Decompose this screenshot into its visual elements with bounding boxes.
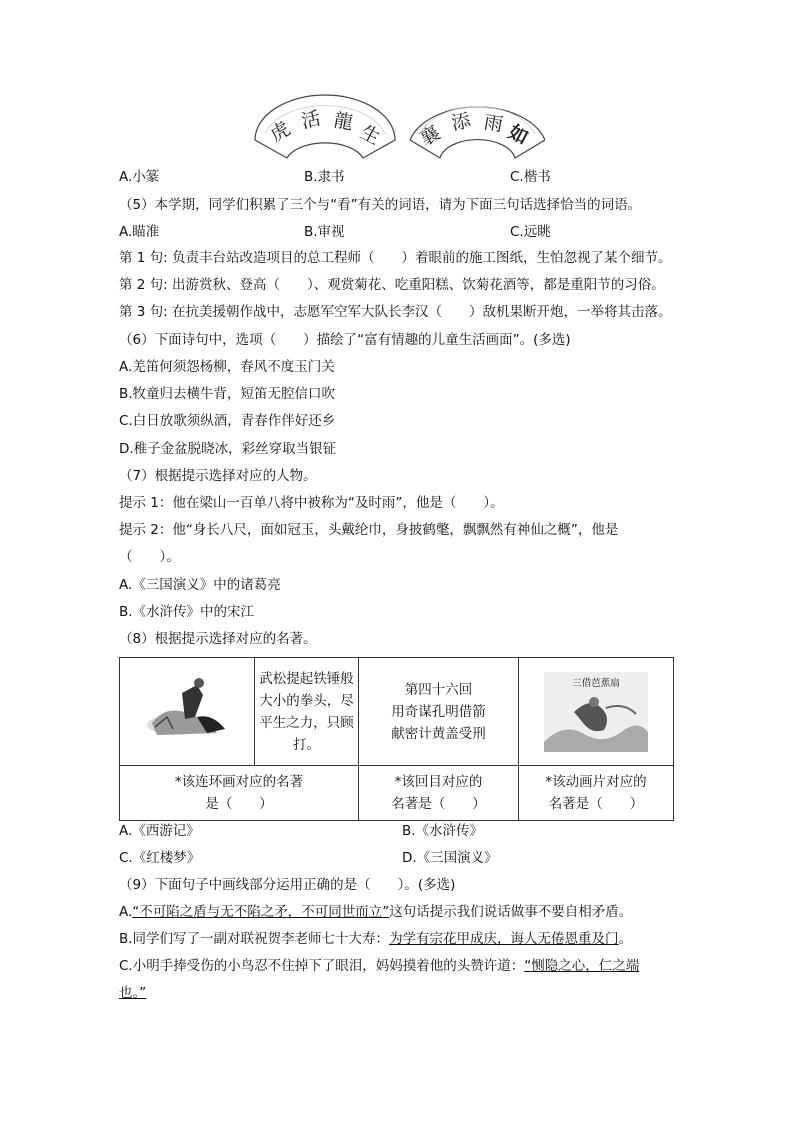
q5-sentence-3: 第 3 句: 在抗美援朝作战中，志愿军空军大队长李汉（ ）敌机果断开炮，一举将其击落。 [119, 304, 672, 320]
fan1-char-1: 虎 [266, 117, 294, 147]
q9-option-c-underlined: “恻隐之心，仁之端 [524, 958, 640, 974]
animation-title: 三借芭蕉扇 [572, 677, 620, 689]
q9-stem: （9）下面句子中画线部分运用正确的是（ ）。(多选) [119, 877, 456, 893]
q6-option-a[interactable]: A.羌笛何须怨杨柳，春风不度玉门关 [119, 359, 335, 375]
q7-hint-2: 提示 2：他“身长八尺，面如冠玉，头戴纶巾，身披鹤氅，飘飘然有神仙之概”，他是 [119, 522, 619, 538]
q7-hint-1: 提示 1：他在梁山一百单八将中被称为“及时雨”，他是（ ）。 [119, 495, 504, 511]
comic-caption-cell [120, 766, 359, 821]
chapter-caption-cell [359, 766, 519, 821]
fan2-char-1: 襄 [416, 121, 444, 151]
q8-option-a[interactable]: A.《西游记》 [119, 823, 200, 839]
q5-stem: （5）本学期，同学们积累了三个与“看”有关的词语，请为下面三句话选择恰当的词语。 [119, 197, 642, 213]
fan2-char-4: 如 [504, 120, 532, 150]
comic-text-line-2: 大小的拳头，尽 [259, 692, 354, 709]
chapter-caption-line-2: 名著是（ ） [391, 796, 486, 812]
fan-right [410, 107, 545, 158]
q8-option-c[interactable]: C.《红楼梦》 [119, 850, 201, 866]
q4-option-c[interactable]: C.楷书 [510, 169, 551, 185]
comic-text-cell [255, 658, 359, 766]
calligraphy-fans-image [245, 92, 545, 162]
q5-sentence-1: 第 1 句: 负责丰台站改造项目的总工程师（ ）着眼前的施工图纸，生怕忽视了某个细节。 [119, 250, 672, 266]
comic-text-line-4: 打。 [293, 736, 320, 753]
fan2-char-3: 雨 [482, 111, 505, 137]
q4-option-a[interactable]: A.小篆 [119, 169, 160, 185]
wusong-tiger-comic-image [137, 673, 237, 743]
q9-option-b-underlined: 为学有宗花甲成庆，诲人无倦恩重及门 [389, 931, 619, 947]
fan-left [255, 95, 395, 158]
comic-caption-line-2: 是（ ） [205, 796, 273, 812]
comic-text-line-3: 平生之力，只顾 [259, 714, 354, 731]
chapter-title-line-1: 第四十六回 [404, 681, 473, 698]
q6-option-c[interactable]: C.白日放歌须纵酒，青春作伴好还乡 [119, 413, 336, 429]
q9-option-b[interactable] [119, 930, 632, 948]
fan1-char-3: 龍 [332, 109, 355, 135]
q8-stem: （8）根据提示选择对应的名著。 [119, 631, 317, 647]
comic-caption-line-1: *该连环画对应的名著 [174, 774, 304, 790]
comic-image-cell [120, 658, 255, 766]
q9-option-b-suffix: 。 [618, 931, 633, 947]
q5-sentence-2: 第 2 句: 出游赏秋、登高（ ）、观赏菊花、吃重阳糕、饮菊花酒等，都是重阳节的习俗。 [119, 277, 665, 293]
q9-option-a-suffix: 这句话提示我们说话做事不要自相矛盾。 [389, 904, 633, 920]
q7-option-b[interactable]: B.《水浒传》中的宋江 [119, 604, 255, 620]
q9-option-c-underlined-cont: 也。” [119, 985, 147, 1001]
animation-caption-cell [519, 766, 674, 821]
q7-hint-2-blank: （ ）。 [119, 549, 180, 565]
q6-stem: （6）下面诗句中，选项（ ）描绘了“富有情趣的儿童生活画面”。(多选) [119, 332, 571, 348]
q6-option-d[interactable]: D.稚子金盆脱晓冰，彩丝穿取当银钲 [119, 441, 337, 457]
animation-image-cell [519, 658, 674, 766]
chapter-caption-line-1: *该回目对应的 [394, 774, 483, 790]
chapter-title-line-2: 用奇谋孔明借箭 [391, 703, 486, 720]
q9-option-c-cont [119, 984, 146, 1002]
q9-option-b-prefix: B.同学们写了一副对联祝贺李老师七十大寿： [119, 931, 390, 947]
q9-option-c[interactable] [119, 957, 639, 975]
q4-option-b[interactable]: B.隶书 [304, 169, 345, 185]
chapter-title-cell [359, 658, 519, 766]
q5-option-a[interactable]: A.瞄准 [119, 224, 160, 240]
fan2-char-2: 添 [449, 109, 473, 135]
q8-table [119, 657, 674, 821]
fan1-char-2: 活 [299, 107, 323, 133]
q5-option-c[interactable]: C.远眺 [510, 224, 551, 240]
q8-option-d[interactable]: D.《三国演义》 [402, 850, 498, 866]
q7-stem: （7）根据提示选择对应的人物。 [119, 468, 317, 484]
animation-still-image [544, 672, 648, 752]
q9-option-a-underlined: “不可陷之盾与无不陷之矛，不可同世而立” [132, 904, 390, 920]
q8-option-b[interactable]: B.《水浒传》 [402, 823, 484, 839]
fan1-char-4: 生 [356, 120, 384, 150]
q9-option-c-prefix: C.小明手捧受伤的小鸟忍不住掉下了眼泪，妈妈摸着他的头赞许道： [119, 958, 525, 974]
q6-option-b[interactable]: B.牧童归去横牛背，短笛无腔信口吹 [119, 386, 336, 402]
comic-text-line-1: 武松提起铁锤般 [259, 670, 354, 687]
animation-caption-line-1: *该动画片对应的 [545, 774, 647, 790]
q5-option-b[interactable]: B.审视 [304, 224, 345, 240]
q9-option-a-prefix: A. [119, 904, 133, 920]
q7-option-a[interactable]: A.《三国演义》中的诸葛亮 [119, 577, 281, 593]
q9-option-a[interactable] [119, 903, 632, 921]
animation-caption-line-2: 名著是（ ） [548, 796, 644, 812]
chapter-title-line-3: 献密计黄盖受刑 [391, 725, 486, 742]
